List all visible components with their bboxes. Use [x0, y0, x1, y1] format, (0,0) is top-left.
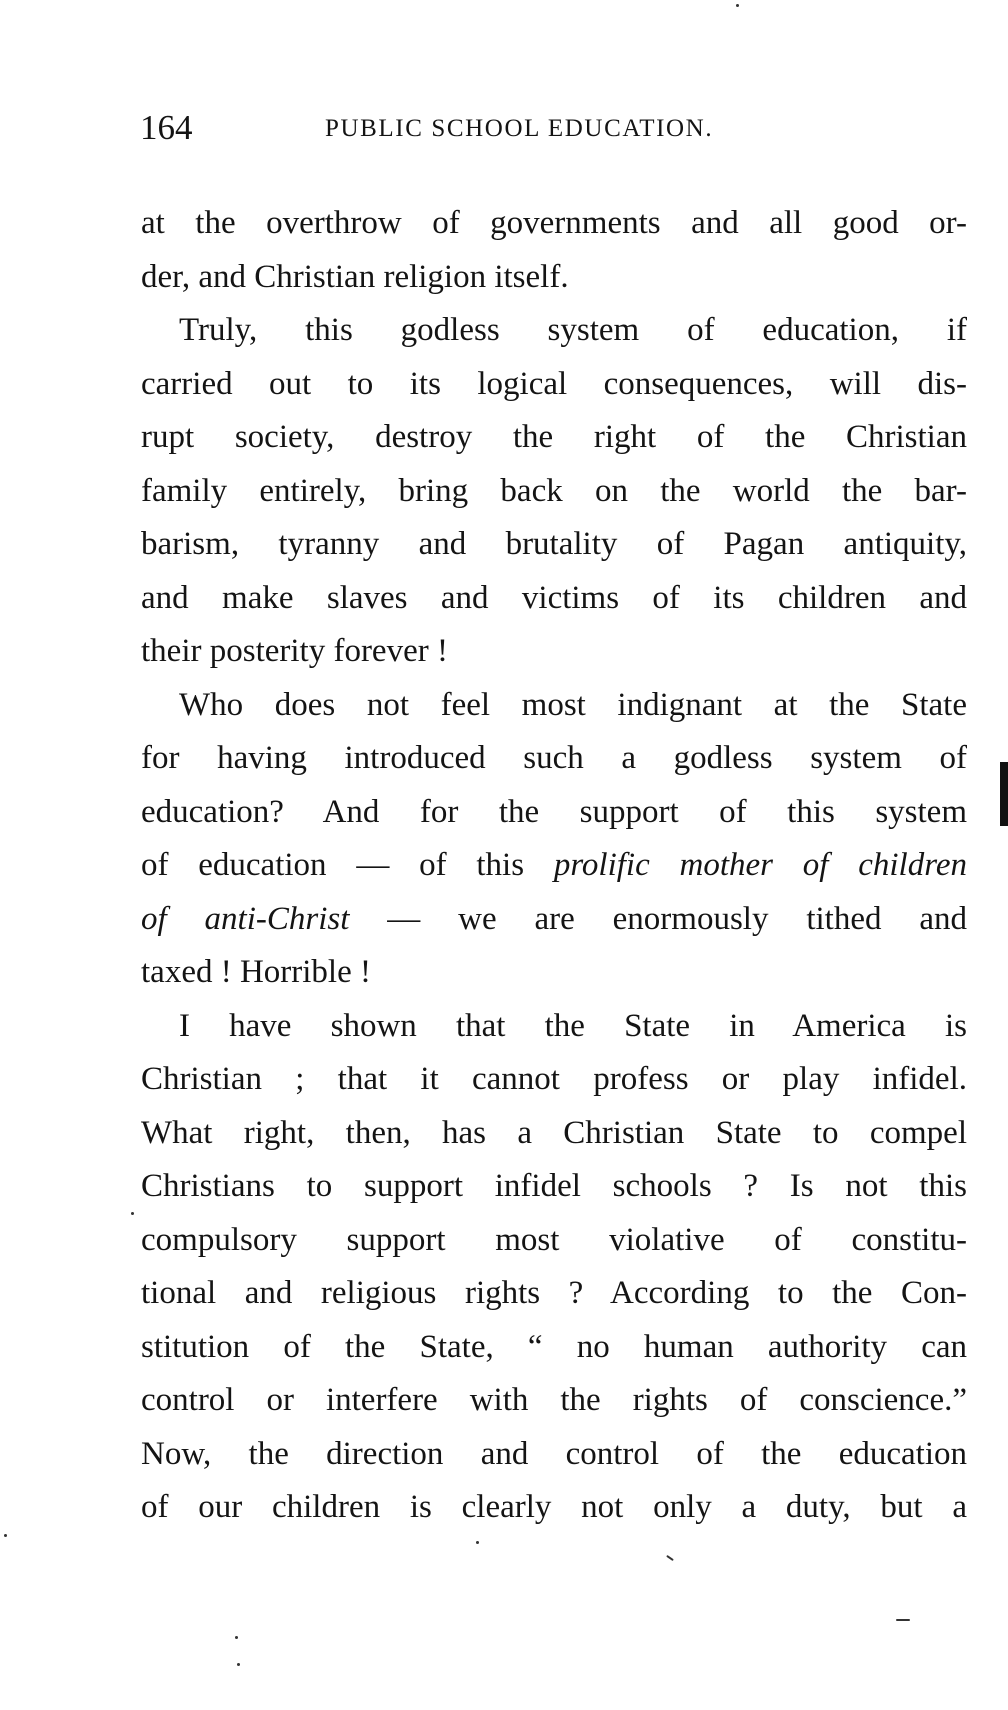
text-run: of education — of this: [141, 847, 554, 883]
speck: [736, 4, 739, 7]
text-line: tional and religious rights ? According to the Con-: [141, 1275, 967, 1311]
text-run: — we are enormously tithed and: [349, 900, 967, 937]
paragraph: [141, 197, 967, 304]
text-line: Truly, this godless system of education, if: [179, 312, 967, 348]
text-line: compulsory support most violative of constitu-: [141, 1221, 967, 1258]
text-line: rupt society, destroy the right of the Christian: [141, 419, 967, 455]
text-line: family entirely, bring back on the world the bar-: [141, 472, 967, 509]
text-line: Who does not feel most indignant at the State: [179, 686, 967, 723]
text-line: der, and Christian religion itself.: [141, 258, 569, 295]
speck: [666, 1555, 674, 1561]
running-head: [140, 108, 970, 148]
text-line: What right, then, has a Christian State to compel: [141, 1114, 967, 1151]
italic-text-run: of anti-Christ: [141, 900, 350, 937]
text-line: [141, 893, 967, 947]
paragraph: [141, 679, 967, 1000]
paragraph: [141, 1000, 967, 1535]
speck: [131, 1212, 134, 1215]
speck: [4, 1534, 7, 1537]
speck: [237, 1663, 240, 1666]
text-line: and make slaves and victims of its children and: [141, 579, 967, 616]
text-line: control or interfere with the rights of conscience.”: [141, 1382, 967, 1418]
text-line: I have shown that the State in America is: [179, 1007, 967, 1044]
margin-mark: [1000, 762, 1008, 826]
text-line: of our children is clearly not only a duty, but a: [141, 1489, 967, 1525]
text-line: taxed ! Horrible !: [141, 954, 371, 990]
text-line: at the overthrow of governments and all good or-: [141, 205, 967, 241]
page-number: 164: [140, 108, 193, 147]
text-line: their posterity forever !: [141, 633, 448, 669]
paragraph: [141, 304, 967, 679]
italic-text-run: prolific mother of children: [553, 847, 967, 883]
text-line: carried out to its logical consequences, will dis-: [141, 365, 967, 402]
text-line: stitution of the State, “ no human authority can: [141, 1328, 967, 1365]
text-line: education? And for the support of this system: [141, 793, 967, 830]
text-line: Christians to support infidel schools ? Is not this: [141, 1168, 967, 1204]
text-line: Christian ; that it cannot profess or play infidel.: [141, 1061, 967, 1097]
body-text: [141, 197, 967, 1535]
speck: [476, 1541, 479, 1544]
text-line: barism, tyranny and brutality of Pagan antiquity,: [141, 526, 967, 562]
running-head-title: PUBLIC SCHOOL EDUCATION.: [325, 115, 714, 142]
text-line: for having introduced such a godless system of: [141, 740, 967, 776]
text-line: [141, 839, 967, 893]
speck: [235, 1636, 238, 1639]
text-line: Now, the direction and control of the education: [141, 1435, 967, 1472]
speck: [896, 1619, 910, 1621]
